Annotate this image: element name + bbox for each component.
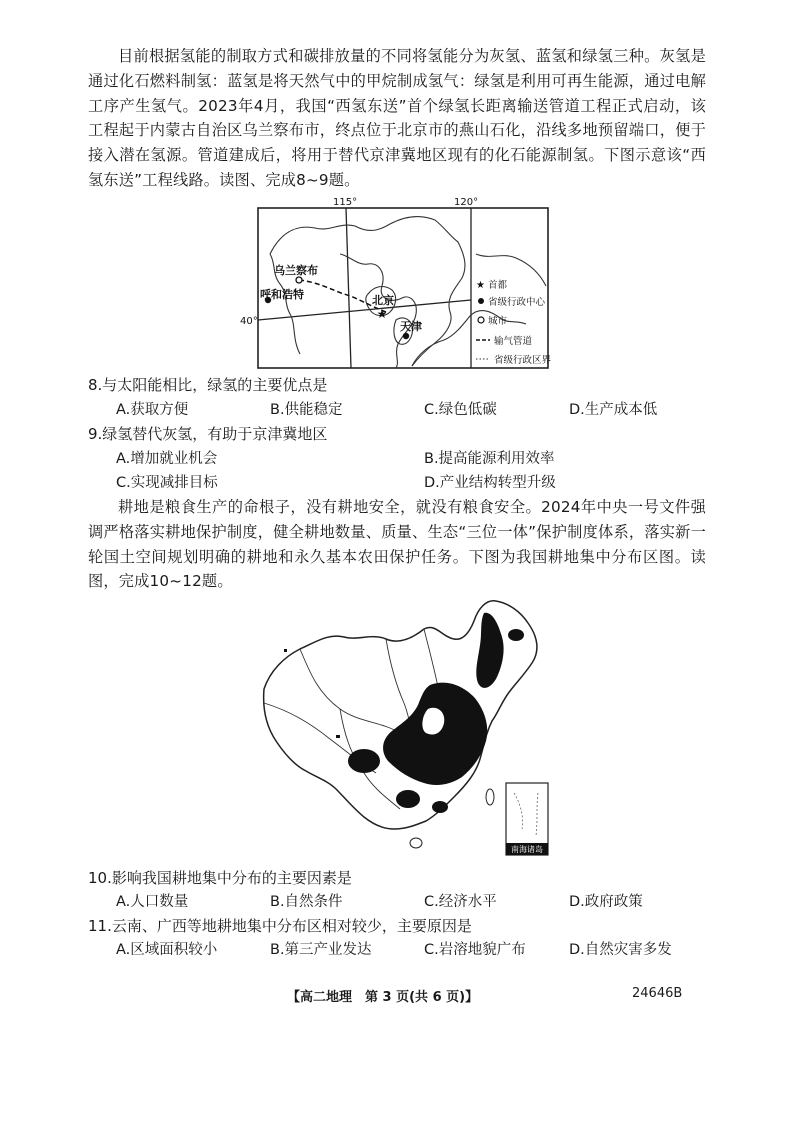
- taiwan-island: [486, 789, 494, 805]
- legend-city: 城市: [488, 316, 508, 327]
- question-10-stem: 10.影响我国耕地集中分布的主要因素是: [88, 869, 352, 887]
- legend-star-icon: ★: [476, 280, 485, 291]
- q11-option-b[interactable]: B.第三产业发达: [270, 942, 372, 958]
- legend-city-icon: [478, 317, 484, 323]
- legend-boundary: 省级行政区界: [494, 355, 552, 366]
- farmland-map: [240, 593, 570, 861]
- q11-option-a[interactable]: A.区域面积较小: [116, 942, 218, 958]
- legend-pipeline: 输气管道: [494, 336, 533, 347]
- q8-option-d[interactable]: D.生产成本低: [569, 402, 658, 418]
- q8-option-b[interactable]: B.供能稳定: [270, 402, 343, 418]
- farmland-south-2: [432, 801, 448, 813]
- city-tianjin-marker: [403, 333, 409, 339]
- farmland-sichuan: [348, 749, 380, 773]
- passage-hydrogen: 目前根据氢能的制取方式和碳排放量的不同将氢能分为灰氢、蓝氢和绿氢三种。灰氢是通过化石燃料制氢：蓝氢是将天然气中的甲烷制成氢气：绿氢是利用可再生能源，通过电解工序产生氢气。2023年4月，我国“西氢东送”首个绿氢长距离输送管道工程正式启动，该工程起于内蒙古自治区乌兰察布市，终点位于北京市的燕山石化，沿线多地预留端口，便于接入潜在氢源。管道建成后，将用于替代京津冀地区现有的化石能源制氢。下图示意该“西氢东送”工程线路。读图、完成8~9题。: [88, 47, 706, 189]
- label-lat-40: 40°: [240, 316, 258, 327]
- hainan-island: [410, 838, 422, 848]
- q11-option-d[interactable]: D.自然灾害多发: [569, 942, 672, 958]
- inset-label: 南海诸岛: [511, 845, 543, 854]
- q9-option-a[interactable]: A.增加就业机会: [116, 451, 218, 467]
- q10-option-b[interactable]: B.自然条件: [270, 894, 343, 910]
- q8-option-c[interactable]: C.绿色低碳: [424, 402, 497, 418]
- exam-code: 24646B: [632, 986, 683, 1001]
- q8-option-a[interactable]: A.获取方便: [116, 402, 189, 418]
- legend-provincial-icon: [478, 298, 484, 304]
- label-huhehaote: 呼和浩特: [260, 288, 304, 301]
- legend-provincial: 省级行政中心: [488, 297, 546, 308]
- farmland-patch: [284, 649, 287, 652]
- farmland-patch: [336, 735, 340, 738]
- passage-farmland: 耕地是粮食生产的命根子，没有耕地安全，就没有粮食安全。2024年中央一号文件强调严格落实耕地保护制度，健全耕地数量、质量、生态“三位一体”保护制度体系，落实新一轮国土空间规划明确的耕地和永久基本农田保护任务。下图为我国耕地集中分布区图。读图，完成10~12题。: [88, 498, 706, 591]
- label-wulanchabu: 乌兰察布: [274, 264, 318, 277]
- q10-option-d[interactable]: D.政府政策: [569, 894, 643, 910]
- label-lon-120: 120°: [454, 197, 479, 208]
- pipeline-map-legend: [476, 272, 586, 368]
- page-footer: 【高二地理 第 3 页(共 6 页)】: [287, 990, 479, 1005]
- legend-capital: 首都: [488, 280, 508, 291]
- q9-option-d[interactable]: D.产业结构转型升级: [424, 475, 556, 491]
- farmland-sanjiang: [508, 629, 524, 641]
- q10-option-c[interactable]: C.经济水平: [424, 894, 497, 910]
- q9-option-c[interactable]: C.实现减排目标: [116, 475, 218, 491]
- label-tianjin: 天津: [400, 320, 422, 333]
- farmland-south-1: [396, 790, 420, 808]
- label-lon-115: 115°: [333, 197, 358, 208]
- capital-star-icon: ★: [376, 307, 388, 321]
- question-11-stem: 11.云南、广西等地耕地集中分布区相对较少，主要原因是: [88, 917, 472, 935]
- q11-option-c[interactable]: C.岩溶地貌广布: [424, 942, 526, 958]
- label-beijing: 北京: [372, 294, 394, 307]
- city-wulanchabu-marker: [296, 277, 302, 283]
- question-9-stem: 9.绿氢替代灰氢，有助于京津冀地区: [88, 425, 328, 443]
- q9-option-b[interactable]: B.提高能源利用效率: [424, 451, 555, 467]
- q10-option-a[interactable]: A.人口数量: [116, 894, 189, 910]
- question-8-stem: 8.与太阳能相比，绿氢的主要优点是: [88, 376, 328, 394]
